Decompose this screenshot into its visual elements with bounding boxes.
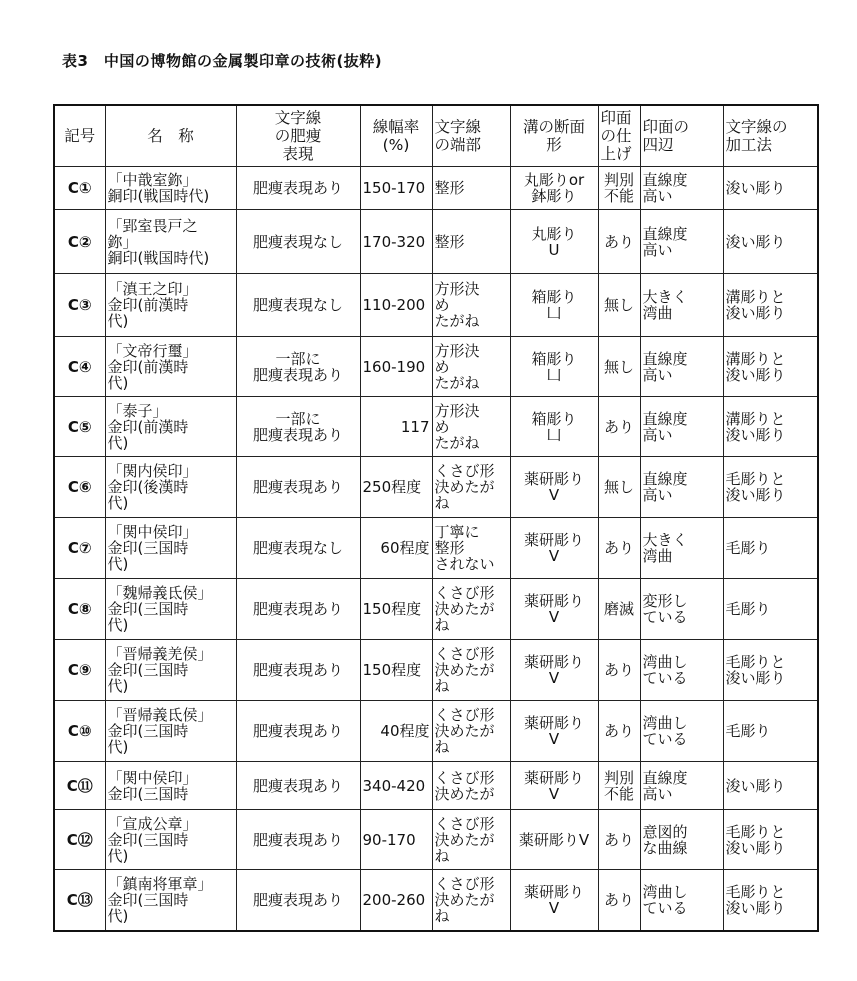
header-ratio: 線幅率 (%) xyxy=(360,105,432,167)
cell-method: 毛彫りと 浚い彫り xyxy=(723,870,818,931)
cell-finish: 判別 不能 xyxy=(598,762,640,810)
cell-groove: 薬研彫り V xyxy=(510,457,598,518)
header-code: 記号 xyxy=(54,105,105,167)
table-row xyxy=(54,397,818,457)
table-row xyxy=(54,579,818,640)
cell-name: 「魏帰義氐侯」 金印(三国時 代) xyxy=(105,579,236,640)
header-end: 文字線 の端部 xyxy=(432,105,510,167)
cell-end: 方形決 め たがね xyxy=(432,397,510,457)
cell-thickness: 肥痩表現あり xyxy=(236,870,360,931)
cell-ratio: 170-320 xyxy=(360,210,432,274)
cell-method: 溝彫りと 浚い彫り xyxy=(723,274,818,337)
cell-code: C② xyxy=(54,210,105,274)
cell-edge: 湾曲し ている xyxy=(640,870,723,931)
cell-end: くさび形 決めたが ね xyxy=(432,701,510,762)
cell-name: 「鎮南将軍章」 金印(三国時 代) xyxy=(105,870,236,931)
cell-method: 毛彫り xyxy=(723,579,818,640)
cell-finish: あり xyxy=(598,810,640,870)
table-row xyxy=(54,167,818,210)
cell-ratio: 200-260 xyxy=(360,870,432,931)
cell-end: くさび形 決めたが ね xyxy=(432,870,510,931)
cell-finish: あり xyxy=(598,210,640,274)
header-groove: 溝の断面 形 xyxy=(510,105,598,167)
cell-thickness: 肥痩表現なし xyxy=(236,518,360,579)
cell-method: 溝彫りと 浚い彫り xyxy=(723,397,818,457)
cell-ratio: 250程度 xyxy=(360,457,432,518)
table-row xyxy=(54,701,818,762)
cell-groove: 薬研彫り V xyxy=(510,518,598,579)
cell-code: C⑪ xyxy=(54,762,105,810)
cell-thickness: 肥痩表現あり xyxy=(236,457,360,518)
cell-name: 「滇王之印」 金印(前漢時 代) xyxy=(105,274,236,337)
cell-groove: 丸彫りor 鉢彫り xyxy=(510,167,598,210)
cell-groove: 薬研彫り V xyxy=(510,762,598,810)
cell-groove: 薬研彫り V xyxy=(510,870,598,931)
header-edge: 印面の 四辺 xyxy=(640,105,723,167)
table-row xyxy=(54,762,818,810)
cell-code: C⑩ xyxy=(54,701,105,762)
cell-code: C⑧ xyxy=(54,579,105,640)
cell-groove: 丸彫り U xyxy=(510,210,598,274)
cell-name: 「関中侯印」 金印(三国時 代) xyxy=(105,518,236,579)
cell-ratio: 60程度 xyxy=(360,518,432,579)
cell-thickness: 肥痩表現あり xyxy=(236,810,360,870)
cell-ratio: 90-170 xyxy=(360,810,432,870)
cell-method: 毛彫りと 浚い彫り xyxy=(723,810,818,870)
cell-thickness: 肥痩表現あり xyxy=(236,167,360,210)
cell-thickness: 一部に 肥痩表現あり xyxy=(236,397,360,457)
cell-thickness: 肥痩表現あり xyxy=(236,579,360,640)
cell-edge: 直線度 高い xyxy=(640,457,723,518)
cell-end: 整形 xyxy=(432,210,510,274)
table-row xyxy=(54,210,818,274)
cell-code: C⑬ xyxy=(54,870,105,931)
cell-end: くさび形 決めたが ね xyxy=(432,457,510,518)
header-thickness: 文字線 の肥痩 表現 xyxy=(236,105,360,167)
cell-ratio: 117 xyxy=(360,397,432,457)
table-row xyxy=(54,810,818,870)
cell-finish: 無し xyxy=(598,457,640,518)
cell-finish: あり xyxy=(598,518,640,579)
cell-edge: 湾曲し ている xyxy=(640,640,723,701)
cell-groove: 薬研彫りV xyxy=(510,810,598,870)
cell-edge: 直線度 高い xyxy=(640,210,723,274)
cell-code: C⑫ xyxy=(54,810,105,870)
page-title: 表3 中国の博物館の金属製印章の技術(抜粋) xyxy=(62,52,383,70)
cell-groove: 箱彫り 凵 xyxy=(510,397,598,457)
cell-code: C④ xyxy=(54,337,105,397)
cell-code: C⑤ xyxy=(54,397,105,457)
header-name: 名 称 xyxy=(105,105,236,167)
header-finish: 印面 の仕 上げ xyxy=(598,105,640,167)
cell-ratio: 40程度 xyxy=(360,701,432,762)
table-row xyxy=(54,870,818,931)
cell-groove: 薬研彫り V xyxy=(510,640,598,701)
cell-finish: 判別 不能 xyxy=(598,167,640,210)
cell-edge: 大きく 湾曲 xyxy=(640,518,723,579)
cell-finish: 無し xyxy=(598,274,640,337)
cell-ratio: 150-170 xyxy=(360,167,432,210)
cell-name: 「宣成公章」 金印(三国時 代) xyxy=(105,810,236,870)
cell-name: 「晋帰義氐侯」 金印(三国時 代) xyxy=(105,701,236,762)
cell-edge: 意図的 な曲線 xyxy=(640,810,723,870)
cell-method: 浚い彫り xyxy=(723,167,818,210)
cell-finish: あり xyxy=(598,397,640,457)
cell-groove: 薬研彫り V xyxy=(510,579,598,640)
cell-finish: あり xyxy=(598,870,640,931)
cell-method: 毛彫りと 浚い彫り xyxy=(723,457,818,518)
cell-edge: 変形し ている xyxy=(640,579,723,640)
cell-thickness: 肥痩表現なし xyxy=(236,274,360,337)
cell-code: C③ xyxy=(54,274,105,337)
cell-end: くさび形 決めたが ね xyxy=(432,640,510,701)
cell-ratio: 150程度 xyxy=(360,640,432,701)
cell-code: C⑨ xyxy=(54,640,105,701)
cell-method: 毛彫りと 浚い彫り xyxy=(723,640,818,701)
cell-end: 整形 xyxy=(432,167,510,210)
cell-name: 「晋帰義羌侯」 金印(三国時 代) xyxy=(105,640,236,701)
cell-finish: あり xyxy=(598,640,640,701)
table-row xyxy=(54,337,818,397)
cell-method: 浚い彫り xyxy=(723,210,818,274)
cell-thickness: 肥痩表現あり xyxy=(236,701,360,762)
table-body xyxy=(54,167,818,931)
table-row xyxy=(54,274,818,337)
cell-thickness: 一部に 肥痩表現あり xyxy=(236,337,360,397)
cell-thickness: 肥痩表現あり xyxy=(236,640,360,701)
cell-name: 「中戠室鉨」 銅印(戦国時代) xyxy=(105,167,236,210)
cell-method: 溝彫りと 浚い彫り xyxy=(723,337,818,397)
cell-name: 「郢室畏戸之 鉨」 銅印(戦国時代) xyxy=(105,210,236,274)
cell-groove: 箱彫り 凵 xyxy=(510,274,598,337)
table-row xyxy=(54,518,818,579)
cell-end: くさび形 決めたが ね xyxy=(432,579,510,640)
table-row xyxy=(54,640,818,701)
cell-ratio: 110-200 xyxy=(360,274,432,337)
cell-name: 「関内侯印」 金印(後漢時 代) xyxy=(105,457,236,518)
cell-groove: 薬研彫り V xyxy=(510,701,598,762)
cell-finish: 磨滅 xyxy=(598,579,640,640)
cell-ratio: 160-190 xyxy=(360,337,432,397)
cell-ratio: 340-420 xyxy=(360,762,432,810)
header-method: 文字線の 加工法 xyxy=(723,105,818,167)
cell-end: 方形決 め たがね xyxy=(432,274,510,337)
cell-edge: 直線度 高い xyxy=(640,397,723,457)
cell-name: 「泰子」 金印(前漢時 代) xyxy=(105,397,236,457)
cell-code: C⑥ xyxy=(54,457,105,518)
cell-end: くさび形 決めたが ね xyxy=(432,810,510,870)
cell-end: くさび形 決めたが xyxy=(432,762,510,810)
cell-finish: 無し xyxy=(598,337,640,397)
cell-thickness: 肥痩表現あり xyxy=(236,762,360,810)
cell-name: 「関中侯印」 金印(三国時 xyxy=(105,762,236,810)
cell-name: 「文帝行璽」 金印(前漢時 代) xyxy=(105,337,236,397)
cell-ratio: 150程度 xyxy=(360,579,432,640)
cell-method: 毛彫り xyxy=(723,701,818,762)
cell-edge: 大きく 湾曲 xyxy=(640,274,723,337)
table-row xyxy=(54,457,818,518)
cell-end: 方形決 め たがね xyxy=(432,337,510,397)
cell-groove: 箱彫り 凵 xyxy=(510,337,598,397)
cell-code: C① xyxy=(54,167,105,210)
seal-technique-table xyxy=(53,104,819,932)
cell-edge: 直線度 高い xyxy=(640,762,723,810)
header-row xyxy=(54,105,818,167)
cell-edge: 湾曲し ている xyxy=(640,701,723,762)
cell-code: C⑦ xyxy=(54,518,105,579)
cell-finish: あり xyxy=(598,701,640,762)
cell-edge: 直線度 高い xyxy=(640,337,723,397)
cell-edge: 直線度 高い xyxy=(640,167,723,210)
cell-method: 毛彫り xyxy=(723,518,818,579)
cell-method: 浚い彫り xyxy=(723,762,818,810)
cell-thickness: 肥痩表現なし xyxy=(236,210,360,274)
cell-end: 丁寧に 整形 されない xyxy=(432,518,510,579)
